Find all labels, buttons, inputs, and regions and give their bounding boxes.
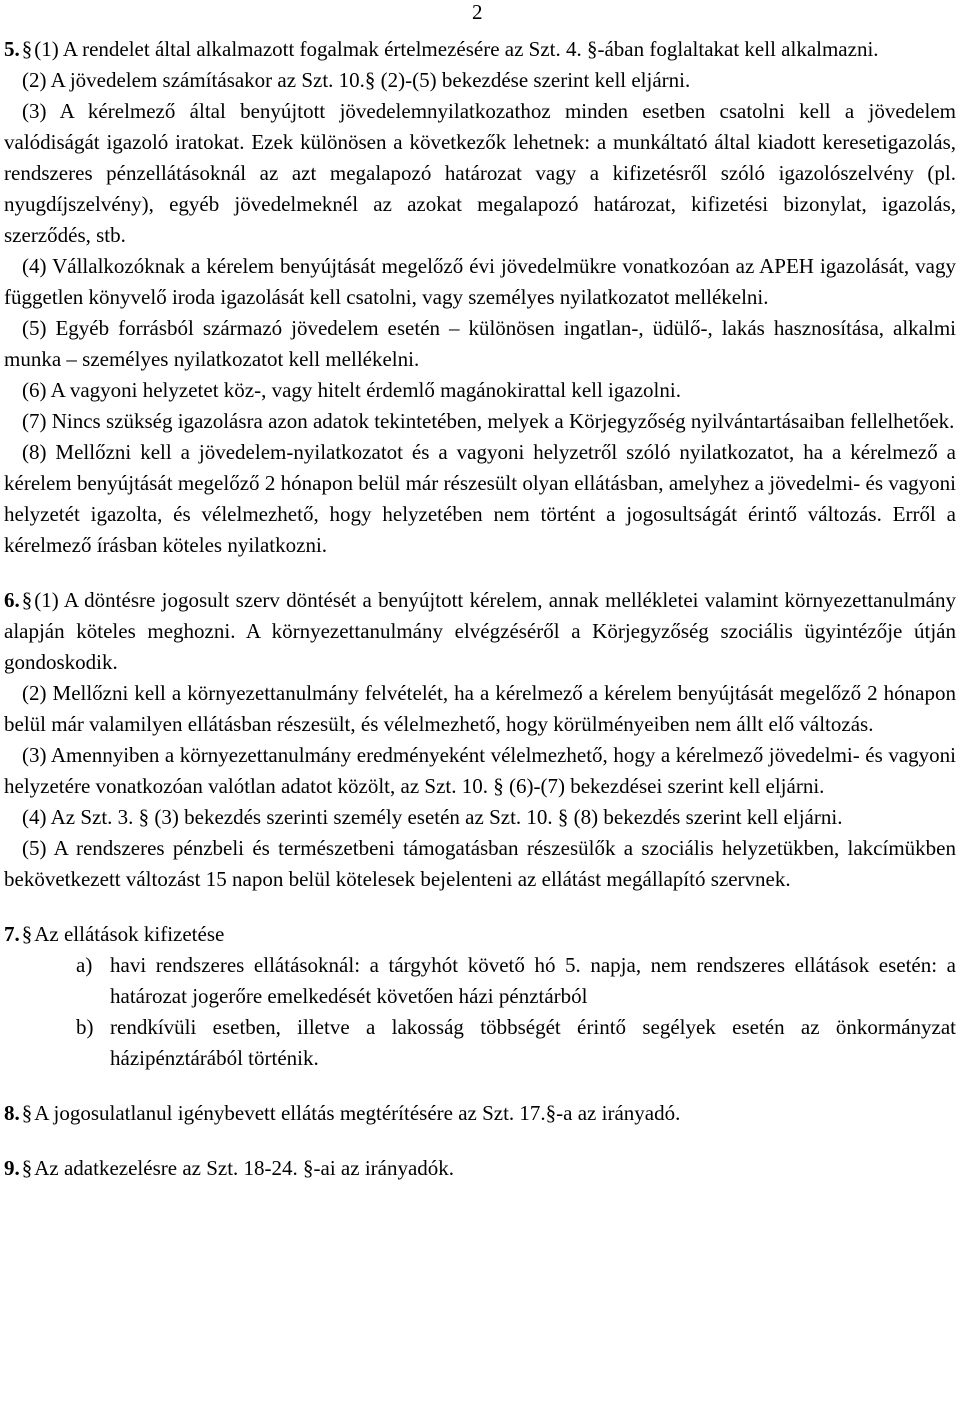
- section-sign: §: [21, 37, 33, 61]
- section-5-paragraph-4: (4) Vállalkozóknak a kérelem benyújtását megelőző évi jövedelmükre vonatkozóan az APEH igazolását, vagy független könyvelő iroda igazolását kell csatolni, vagy személyes nyilatkozatot mellékelni.: [4, 254, 956, 309]
- section-5: [4, 34, 956, 561]
- section-number: 5.: [4, 37, 20, 61]
- section-title: Az ellátások kifizetése: [34, 922, 225, 946]
- section-9-paragraph: [4, 1153, 956, 1184]
- section-number: 8.: [4, 1101, 20, 1125]
- section-number: 6.: [4, 588, 20, 612]
- section-sign: §: [21, 922, 33, 946]
- section-sign: §: [21, 588, 33, 612]
- section-6-paragraph-3: (3) Amennyiben a környezettanulmány eredményeként vélelmezhető, hogy a kérelmező jövedelmi- és vagyoni helyzetére vonatkozóan valótlan adatot közölt, az Szt. 10. § (6)-(7) bekezdései szerint kell eljárni.: [4, 743, 956, 798]
- list-item-text: rendkívüli esetben, illetve a lakosság többségét érintő segélyek esetén az önkormányzat házipénztárából történik.: [110, 1015, 956, 1070]
- section-6: [4, 585, 956, 895]
- paragraph-text: (1) A döntésre jogosult szerv döntését a benyújtott kérelem, annak mellékletei valamint környezettanulmány alapján köteles meghozni. A környezettanulmány elvégzéséről a Körjegyzőség szociális ügyintézője útján gondoskodik.: [4, 588, 956, 674]
- section-5-paragraph-6: (6) A vagyoni helyzetet köz-, vagy hitelt érdemlő magánokirattal kell igazolni.: [22, 378, 681, 402]
- section-spacer: [4, 1074, 956, 1098]
- section-spacer: [4, 561, 956, 585]
- section-spacer: [4, 1129, 956, 1153]
- section-7: [4, 919, 956, 1074]
- section-spacer: [4, 895, 956, 919]
- paragraph-text: A jogosulatlanul igénybevett ellátás megtérítésére az Szt. 17.§-a az irányadó.: [34, 1101, 681, 1125]
- page-number: 2: [472, 0, 483, 24]
- list-marker: b): [76, 1015, 94, 1039]
- section-6-paragraph-4: (4) Az Szt. 3. § (3) bekezdés szerinti személy esetén az Szt. 10. § (8) bekezdés szerint kell eljárni.: [22, 805, 843, 829]
- section-5-paragraph-3: (3) A kérelmező által benyújtott jövedelemnyilatkozathoz minden esetben csatolni kell a jövedelem valódiságát igazoló iratokat. Ezek különösen a következők lehetnek: a munkáltató által kiadott keresetigazolás, rendszeres pénzellátásoknál az azt megalapozó határozat vagy a kifizetésről szóló igazolószelvény (pl. nyugdíjszelvény), egyéb jövedelmeknél az azokat megalapozó határozat, kifizetési bizonylat, igazolás, szerződés, stb.: [4, 99, 956, 247]
- section-6-paragraph-1: [4, 585, 956, 678]
- paragraph-text: (1) A rendelet által alkalmazott fogalmak értelmezésére az Szt. 4. §-ában foglaltakat kell alkalmazni.: [34, 37, 879, 61]
- section-5-paragraph-7: (7) Nincs szükség igazolásra azon adatok tekintetében, melyek a Körjegyzőség nyilvántartásaiban fellelhetőek.: [22, 409, 955, 433]
- section-6-paragraph-5: (5) A rendszeres pénzbeli és természetbeni támogatásban részesülők a szociális helyzetükben, lakcímükben bekövetkezett változást 15 napon belül kötelesek bejelenteni az ellátást megállapító szervnek.: [4, 836, 956, 891]
- section-8: [4, 1098, 956, 1129]
- section-6-paragraph-2: (2) Mellőzni kell a környezettanulmány felvételét, ha a kérelmező a kérelem benyújtását megelőző 2 hónapon belül már valamilyen ellátásban részesült, és vélelmezhető, hogy körülményeiben nem állt elő változás.: [4, 681, 956, 736]
- section-sign: §: [21, 1101, 33, 1125]
- list-item-a: [76, 950, 956, 1012]
- section-number: 9.: [4, 1156, 20, 1180]
- paragraph-text: Az adatkezelésre az Szt. 18-24. §-ai az irányadók.: [34, 1156, 455, 1180]
- list-item-text: havi rendszeres ellátásoknál: a tárgyhót követő hó 5. napja, nem rendszeres ellátások esetén: a határozat jogerőre emelkedését követően házi pénztárból: [110, 953, 956, 1008]
- section-number: 7.: [4, 922, 20, 946]
- section-5-paragraph-5: (5) Egyéb forrásból származó jövedelem esetén – különösen ingatlan-, üdülő-, lakás hasznosítása, alkalmi munka – személyes nyilatkozatot kell mellékelni.: [4, 316, 956, 371]
- list-item-b: [76, 1012, 956, 1074]
- section-7-title: [4, 919, 956, 950]
- section-5-paragraph-2: (2) A jövedelem számításakor az Szt. 10.§ (2)-(5) bekezdése szerint kell eljárni.: [22, 68, 691, 92]
- document-body: [4, 34, 956, 1184]
- list-marker: a): [76, 953, 93, 977]
- section-sign: §: [21, 1156, 33, 1180]
- section-9: [4, 1153, 956, 1184]
- section-5-paragraph-8: (8) Mellőzni kell a jövedelem-nyilatkozatot és a vagyoni helyzetről szóló nyilatkozatot, ha a kérelmező a kérelem benyújtását megelőző 2 hónapon belül már részesült olyan ellátásban, amelyhez a jövedelmi- és vagyoni helyzetét igazolta, és vélelmezhető, hogy helyzetében nem történt a jogosultságát érintő változás. Erről a kérelmező írásban köteles nyilatkozni.: [4, 440, 956, 557]
- section-8-paragraph: [4, 1098, 956, 1129]
- section-5-paragraph-1: [4, 34, 956, 65]
